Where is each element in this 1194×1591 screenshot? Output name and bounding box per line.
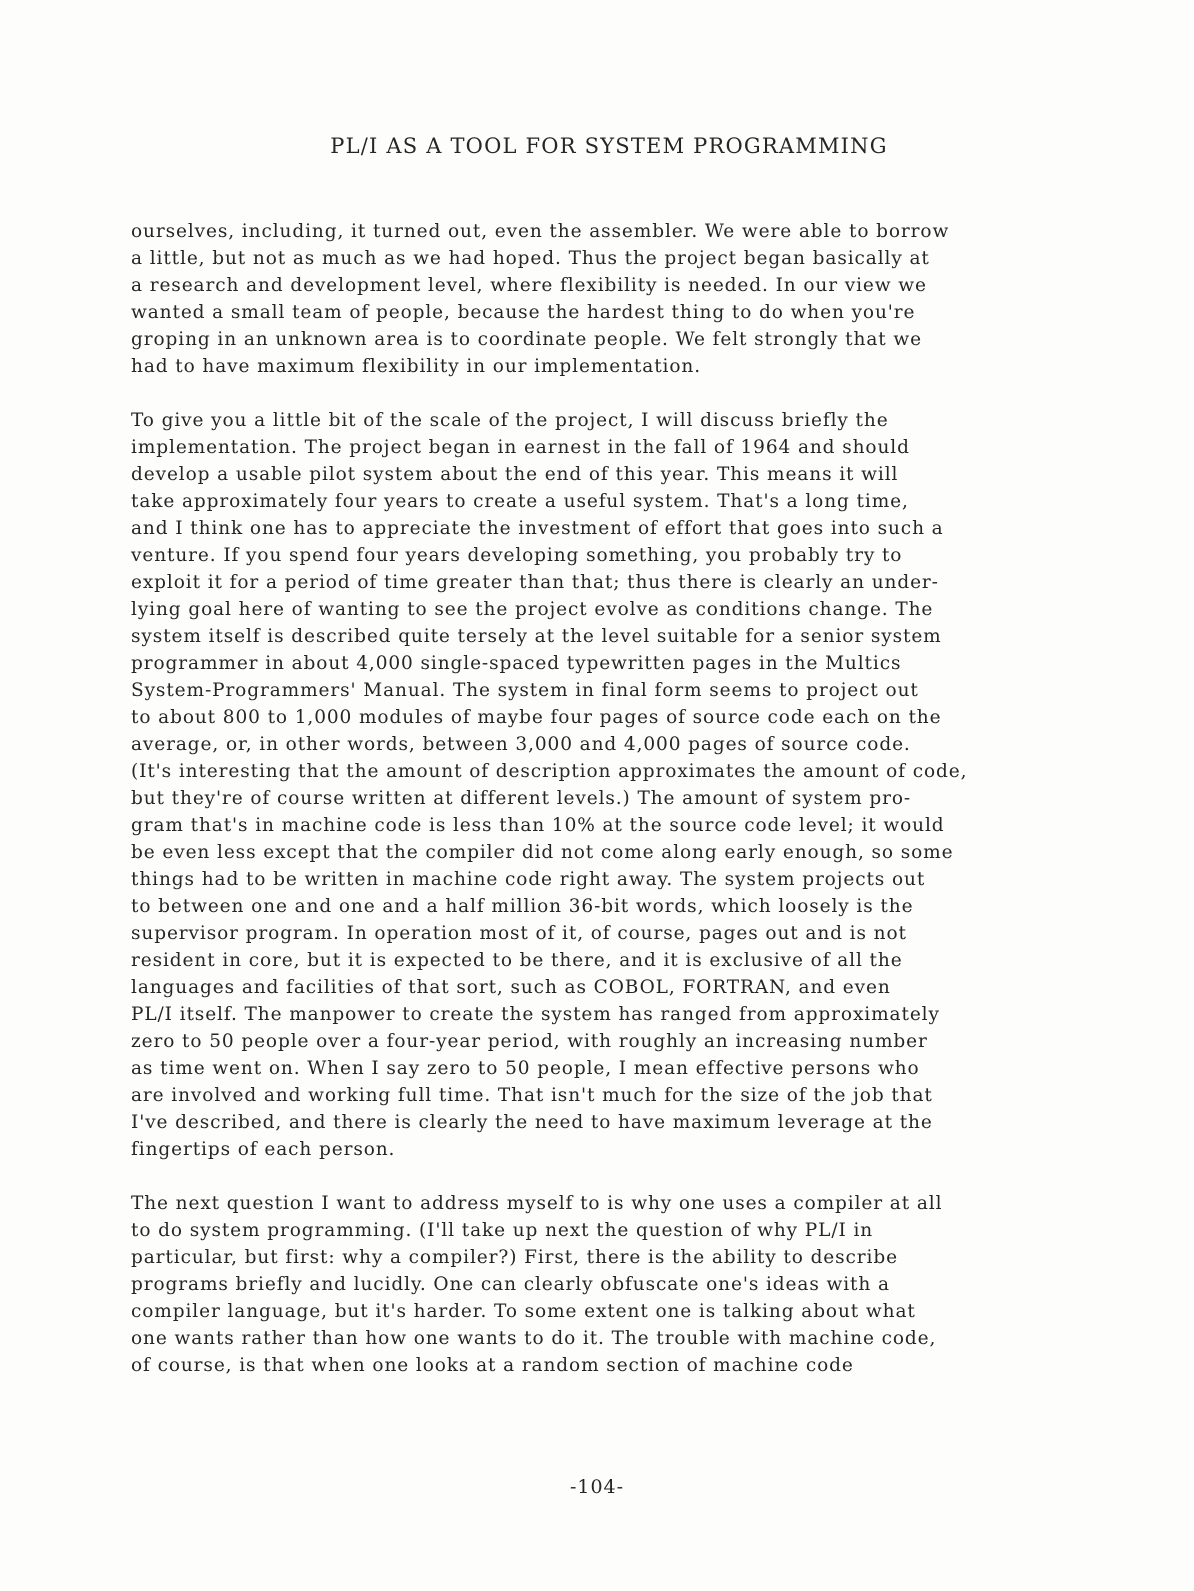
text-line: PL/I itself. The manpower to create the system has ranged from approximately	[131, 1004, 940, 1025]
text-line: groping in an unknown area is to coordinate people. We felt strongly that we	[131, 329, 922, 350]
text-line: particular, but first: why a compiler?) First, there is the ability to describe	[131, 1247, 898, 1268]
text-line: things had to be written in machine code right away. The system projects out	[131, 869, 926, 890]
text-line: supervisor program. In operation most of it, of course, pages out and is not	[131, 923, 907, 944]
text-line: be even less except that the compiler did not come along early enough, so some	[131, 842, 954, 863]
text-line: fingertips of each person.	[131, 1139, 396, 1160]
text-line: programmer in about 4,000 single-spaced typewritten pages in the Multics	[131, 653, 902, 674]
text-line: and I think one has to appreciate the investment of effort that goes into such a	[131, 518, 944, 539]
text-line: implementation. The project began in earnest in the fall of 1964 and should	[131, 437, 910, 458]
text-line: I've described, and there is clearly the need to have maximum leverage at the	[131, 1112, 933, 1133]
text-line: resident in core, but it is expected to be there, and it is exclusive of all the	[131, 950, 903, 971]
text-line: compiler language, but it's harder. To some extent one is talking about what	[131, 1301, 916, 1322]
text-line: to do system programming. (I'll take up next the question of why PL/I in	[131, 1220, 874, 1241]
text-line: but they're of course written at different levels.) The amount of system pro-	[131, 788, 912, 809]
page-number: -104-	[569, 1476, 625, 1498]
paragraph-2	[131, 407, 1131, 1163]
text-line: a research and development level, where flexibility is needed. In our view we	[131, 275, 927, 296]
text-line: languages and facilities of that sort, such as COBOL, FORTRAN, and even	[131, 977, 891, 998]
text-line: system itself is described quite tersely at the level suitable for a senior system	[131, 626, 942, 647]
text-line: develop a usable pilot system about the end of this year. This means it will	[131, 464, 899, 485]
text-line: exploit it for a period of time greater than that; thus there is clearly an under-	[131, 572, 939, 593]
text-line: (It's interesting that the amount of description approximates the amount of code,	[131, 761, 968, 782]
page-title: PL/I AS A TOOL FOR SYSTEM PROGRAMMING	[330, 134, 888, 158]
text-line: wanted a small team of people, because the hardest thing to do when you're	[131, 302, 916, 323]
text-line: average, or, in other words, between 3,000 and 4,000 pages of source code.	[131, 734, 911, 755]
text-line: programs briefly and lucidly. One can clearly obfuscate one's ideas with a	[131, 1274, 890, 1295]
text-line: of course, is that when one looks at a random section of machine code	[131, 1355, 854, 1376]
text-line: System-Programmers' Manual. The system in final form seems to project out	[131, 680, 919, 701]
text-line: lying goal here of wanting to see the project evolve as conditions change. The	[131, 599, 934, 620]
text-line: to about 800 to 1,000 modules of maybe four pages of source code each on the	[131, 707, 942, 728]
text-line: The next question I want to address myself to is why one uses a compiler at all	[131, 1193, 943, 1214]
paragraph-gap	[131, 380, 1131, 407]
text-line: To give you a little bit of the scale of the project, I will discuss briefly the	[131, 410, 889, 431]
text-line: venture. If you spend four years developing something, you probably try to	[131, 545, 903, 566]
text-line: as time went on. When I say zero to 50 people, I mean effective persons who	[131, 1058, 920, 1079]
paragraph-3	[131, 1190, 1131, 1379]
text-line: ourselves, including, it turned out, even the assembler. We were able to borrow	[131, 221, 950, 242]
text-line: zero to 50 people over a four-year period, with roughly an increasing number	[131, 1031, 928, 1052]
paragraph-gap	[131, 1163, 1131, 1190]
text-line: to between one and one and a half million 36-bit words, which loosely is the	[131, 896, 914, 917]
text-line: gram that's in machine code is less than 10% at the source code level; it would	[131, 815, 945, 836]
text-line: are involved and working full time. That isn't much for the size of the job that	[131, 1085, 933, 1106]
paragraph-1	[131, 218, 1131, 380]
text-line: take approximately four years to create a useful system. That's a long time,	[131, 491, 909, 512]
body-text	[131, 218, 1131, 1379]
text-line: one wants rather than how one wants to do it. The trouble with machine code,	[131, 1328, 937, 1349]
text-line: a little, but not as much as we had hoped. Thus the project began basically at	[131, 248, 930, 269]
text-line: had to have maximum flexibility in our implementation.	[131, 356, 701, 377]
